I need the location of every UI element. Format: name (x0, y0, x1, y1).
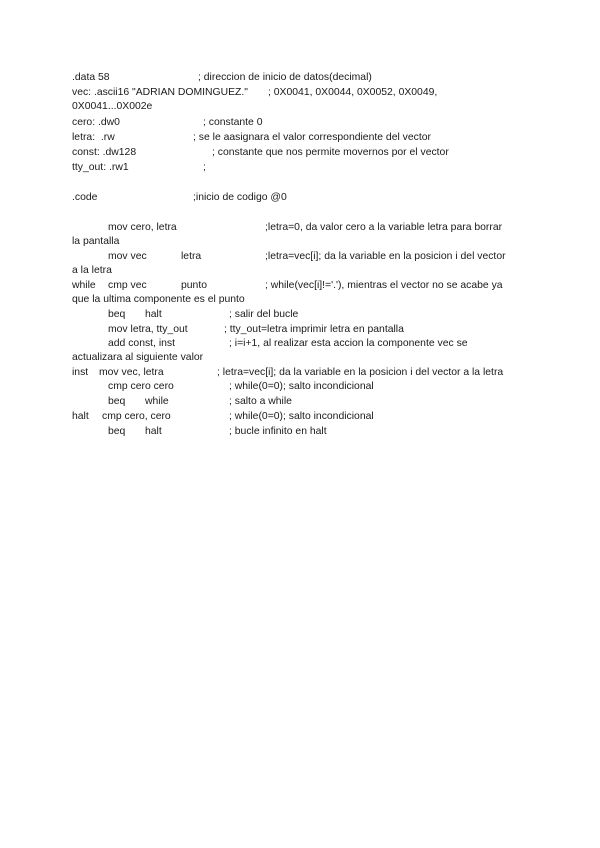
line8-comment: ; while(0=0); salto incondicional (229, 381, 374, 392)
line3-comment-continued: que la ultima componente es el punto (72, 294, 245, 305)
line4-mnemonic: beq (108, 309, 126, 320)
code-directive: .code (72, 192, 98, 203)
line4-comment: ; salir del bucle (229, 309, 299, 320)
line3-comment: ; while(vec[i]!='.'), mientras el vector no se acabe ya (265, 280, 503, 291)
line7-comment: ; letra=vec[i]; da la variable en la posicion i del vector a la letra (217, 367, 504, 378)
label-halt: halt (72, 411, 89, 422)
line6-comment-continued: actualizara al siguiente valor (72, 352, 204, 363)
label-while: while (72, 280, 96, 291)
line2-operand: letra (181, 251, 202, 262)
line8-instruction: cmp cero cero (108, 381, 174, 392)
line9-mnemonic: beq (108, 396, 126, 407)
const-declaration: const: .dw128 (72, 147, 137, 158)
cero-comment: ; constante 0 (203, 117, 263, 128)
line4-operand: halt (145, 309, 162, 320)
line9-comment: ; salto a while (229, 396, 292, 407)
vec-comment-continued: 0X0041...0X002e (72, 101, 153, 112)
line7-instruction: mov vec, letra (99, 367, 164, 378)
line9-operand: while (145, 396, 169, 407)
line5-instruction: mov letra, tty_out (108, 324, 188, 335)
line2-mnemonic: mov vec (108, 251, 147, 262)
const-comment: ; constante que nos permite movernos por el vector (212, 147, 449, 158)
line10-comment: ; while(0=0); salto incondicional (229, 411, 374, 422)
line6-comment: ; i=i+1, al realizar esta accion la componente vec se (229, 338, 468, 349)
code-comment: ;inicio de codigo @0 (193, 192, 287, 203)
line11-comment: ; bucle infinito en halt (229, 426, 327, 437)
line5-comment: ; tty_out=letra imprimir letra en pantalla (224, 324, 404, 335)
label-inst: inst (72, 367, 89, 378)
line2-comment: ;letra=vec[i]; da la variable en la posicion i del vector (265, 251, 506, 262)
line10-instruction: cmp cero, cero (102, 411, 171, 422)
line6-instruction: add const, inst (108, 338, 176, 349)
line3-mnemonic: cmp vec (108, 280, 147, 291)
line1-instruction: mov cero, letra (108, 222, 177, 233)
vec-declaration: vec: .ascii16 "ADRIAN DOMINGUEZ." (72, 87, 248, 98)
data-comment: ; direccion de inicio de datos(decimal) (198, 72, 372, 83)
line11-operand: halt (145, 426, 162, 437)
letra-declaration: letra: .rw (72, 132, 115, 143)
tty-out-declaration: tty_out: .rw1 (72, 162, 129, 173)
line2-comment-continued: a la letra (72, 265, 112, 276)
tty-out-comment: ; (203, 162, 206, 173)
data-directive: .data 58 (72, 72, 110, 83)
letra-comment: ; se le aasignara el valor correspondiente del vector (193, 132, 431, 143)
cero-declaration: cero: .dw0 (72, 117, 120, 128)
line1-comment: ;letra=0, da valor cero a la variable letra para borrar (265, 222, 503, 233)
line11-mnemonic: beq (108, 426, 126, 437)
line3-operand: punto (181, 280, 208, 291)
line1-comment-continued: la pantalla (72, 236, 120, 247)
vec-comment: ; 0X0041, 0X0044, 0X0052, 0X0049, (268, 87, 438, 98)
